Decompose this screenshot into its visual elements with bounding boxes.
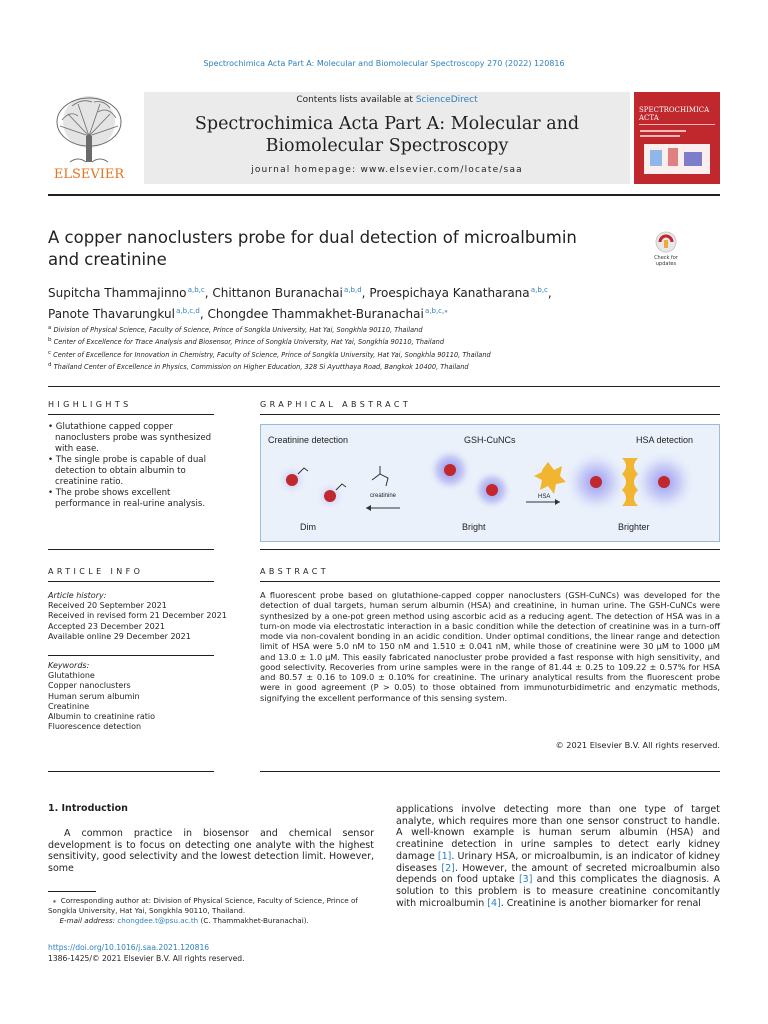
article-title: A copper nanoclusters probe for dual detection of microalbumin and creatinine (48, 228, 577, 269)
highlight-item: • The probe shows excellent performance in real-urine analysis. (48, 488, 206, 509)
affiliations (48, 323, 728, 373)
abstract-text: A fluorescent probe based on glutathione-capped copper nanoclusters (GSH-CuNCs) was developed for the detection of dual targets, human serum albumin (HSA) and creatinine, in human urine. The GSH-CuNCs were synthesized by a one-pot green method using ascorbic acid as a reducing agent. The detection of HSA was in a turn-on mode via electrostatic interaction in a basic condition while the detection of creatinine was in a turn-off mode via non-covalent bonding in an acidic condition. Under optimal conditions, the linear range and detection limit of HSA were 5.0 nM to 150 nM and 1.510 ± 0.041 nM, while those of creatinine were 30 μM to 1000 μM and 13.0 ± 1.0 μM. This easily fabricated nanocluster probe provided a fast response with high sensitivity, and good selectivity. Recoveries from urine samples were in the range of 81.44 ± 0.25 to 109.22 ± 0.57% for HSA and 80.57 ± 0.16 to 109.0 ± 0.10% for creatinine. The urinary analytical results from the fluorescent probe were in good agreement (P > 0.05) to those obtained from immunoturbidimetric and enzymatic methods, signifying the excellent performance of this sensing system. (260, 590, 720, 703)
ga-label-bright: Bright (462, 522, 486, 532)
corresponding-author-footnote: ⁎ Corresponding author at: Division of Physical Science, Faculty of Science, Prince of Songkla University, Hat Yai, Songkhla 90110, Thailand. E-mail address: chongdee.t@psu.ac.th (C. Thammakhet-Buranachai). (48, 896, 358, 925)
ga-label-creatinine-detection: Creatinine detection (268, 435, 349, 445)
check-for-updates-icon[interactable] (648, 230, 684, 268)
author-list (48, 281, 628, 323)
ga-label-creatinine: creatinine (370, 493, 397, 499)
ga-label-dim: Dim (300, 522, 316, 532)
author: Panote Thavarungkul $^{a,b,c,d}$, (48, 307, 208, 321)
keyword: Albumin to creatinine ratio (48, 712, 156, 722)
history-entry: Accepted 23 December 2021 (48, 621, 165, 631)
keyword: Copper nanoclusters (48, 681, 131, 691)
highlight-item: • The single probe is capable of dual detection to obtain albumin to creatinine ratio. (48, 455, 206, 487)
keyword: Glutathione (48, 671, 95, 681)
citation-link[interactable]: [4] (487, 897, 501, 909)
masthead (48, 92, 720, 184)
ga-label-hsa-detection: HSA detection (636, 435, 694, 445)
history-entry: Received in revised form 21 December 2021 (48, 611, 227, 621)
sciencedirect-link[interactable]: ScienceDirect (415, 95, 478, 105)
svg-text:ACTA: ACTA (639, 114, 659, 122)
doi-link[interactable]: https://doi.org/10.1016/j.saa.2021.120816 (48, 943, 210, 952)
keywords-rule (48, 655, 214, 656)
journal-cover[interactable] (634, 92, 720, 184)
introduction-paragraph: A common practice in biosensor and chemical sensor development is to focus on detecting one analyte with the highest sensitivity, good selectivity and the lowest detection limit. However, some (48, 828, 374, 875)
author: Chittanon Buranachai $^{a,b,d}$, (212, 286, 370, 300)
issn-line: 1386-1425/© 2021 Elsevier B.V. All rights reserved. (48, 953, 245, 963)
ga-label-hsa: HSA (538, 494, 551, 500)
doi-block (48, 943, 245, 964)
svg-text:SPECTROCHIMICA: SPECTROCHIMICA (639, 106, 710, 114)
author-affiliation-link[interactable]: a,b,c,⁎ (424, 307, 448, 315)
highlights-heading: HIGHLIGHTS (48, 400, 132, 409)
history-entry: Received 20 September 2021 (48, 601, 167, 611)
highlights-rule (48, 414, 214, 415)
author: Supitcha Thammajinno $^{a,b,c}$, (48, 286, 213, 300)
author-affiliation-link[interactable]: a,b,c (530, 286, 548, 294)
introduction-heading: 1. Introduction (48, 803, 128, 814)
abstract-copyright: © 2021 Elsevier B.V. All rights reserved. (555, 740, 720, 750)
introduction-paragraph-continued: applications involve detecting more than one type of target analyte, which requires more than one sensor construct to handle. A well-known example is human serum albumin (HSA) and creatinine detection in urine samples to detect early kidney damage [1]. Urinary HSA, or microalbumin, is an indicator of kidney diseases [2]. However, the amount of secreted microalbumin also depends on food uptake [3] and this complicates the diagnosis. A solution to this problem is to measure creatinine concomitantly with microalbumin [4]. Creatinine is another biomarker for renal (396, 804, 720, 909)
article-info-bottom-rule (48, 771, 214, 772)
contents-line: Contents lists available at ScienceDirect (296, 95, 478, 105)
keyword: Human serum albumin (48, 691, 140, 701)
ga-label-brighter: Brighter (618, 522, 650, 532)
affiliation: $^b$ Center of Excellence for Trace Analysis and Biosensor, Prince of Songkla University, Hat Yai, Songkhla 90110, Thailand (48, 337, 445, 347)
citation-link[interactable]: [1] (437, 850, 452, 862)
masthead-rule (48, 194, 720, 196)
abstract-bottom-rule (260, 771, 720, 772)
highlight-item: • Glutathione capped copper nanoclusters probe was synthesized with ease. (48, 422, 212, 454)
history-entry: Available online 29 December 2021 (48, 631, 191, 641)
article-info-heading: ARTICLE INFO (48, 567, 144, 576)
highlights-list (48, 422, 220, 510)
journal-homepage: journal homepage: www.elsevier.com/locate/saa (251, 165, 523, 175)
author: Chongdee Thammakhet-Buranachai $^{a,b,c,⁎}$ (207, 307, 448, 321)
article-info-rule (48, 581, 214, 582)
svg-text:updates: updates (655, 261, 677, 267)
citation-link[interactable]: [3] (518, 874, 533, 886)
journal-title: Spectrochimica Acta Part A: Molecular and Biomolecular Spectroscopy (194, 114, 580, 156)
homepage-link[interactable]: www.elsevier.com/locate/saa (360, 165, 523, 175)
keyword: Fluorescence detection (48, 722, 142, 732)
section-rule (48, 386, 720, 387)
elsevier-logo (48, 92, 130, 182)
footnote-rule (48, 891, 96, 892)
author-affiliation-link[interactable]: a,b,d (344, 286, 362, 294)
article-history: Article history: Received 20 September 2021 Received in revised form 21 December 2021 Accepted 23 December 2021 Available online 29 December 2021 (48, 591, 227, 641)
abstract-rule (260, 581, 720, 582)
abstract-heading: ABSTRACT (260, 567, 330, 576)
citation-link[interactable]: [2] (441, 862, 455, 874)
author-affiliation-link[interactable]: a,b,c,d (176, 307, 200, 315)
graphical-abstract-rule (260, 414, 720, 415)
graphical-abstract-figure[interactable] (260, 424, 720, 542)
author: Proespichaya Kanatharana $^{a,b,c}$, (369, 286, 552, 300)
keywords: Keywords: Glutathione Copper nanoclusters Human serum albumin Creatinine Albumin to creatinine ratio Fluorescence detection (48, 661, 228, 732)
affiliation: $^c$ Center of Excellence for Innovation in Chemistry, Faculty of Science, Prince of Songkla University, Hat Yai, Songkhla 90110, Thailand (48, 349, 491, 359)
svg-text:ELSEVIER: ELSEVIER (53, 167, 125, 182)
journal-banner (144, 92, 630, 184)
author-email-link[interactable]: chongdee.t@psu.ac.th (117, 916, 199, 925)
graphical-abstract-bottom-rule (260, 549, 720, 550)
journal-reference[interactable]: Spectrochimica Acta Part A: Molecular and Biomolecular Spectroscopy 270 (2022) 120816 (203, 59, 565, 68)
graphical-abstract-heading: GRAPHICAL ABSTRACT (260, 400, 412, 409)
highlights-bottom-rule (48, 549, 214, 550)
author-affiliation-link[interactable]: a,b,c (187, 286, 205, 294)
affiliation: $^d$ Thailand Center of Excellence in Physics, Commission on Higher Education, 328 Si Ayutthaya Road, Bangkok 10400, Thailand (48, 362, 469, 372)
ga-label-gsh-cuncs: GSH-CuNCs (464, 435, 516, 445)
affiliation: $^a$ Division of Physical Science, Faculty of Science, Prince of Songkla University, Hat Yai, Songkhla 90110, Thailand (48, 325, 423, 335)
keyword: Creatinine (48, 701, 90, 711)
svg-text:Check for: Check for (654, 255, 678, 261)
